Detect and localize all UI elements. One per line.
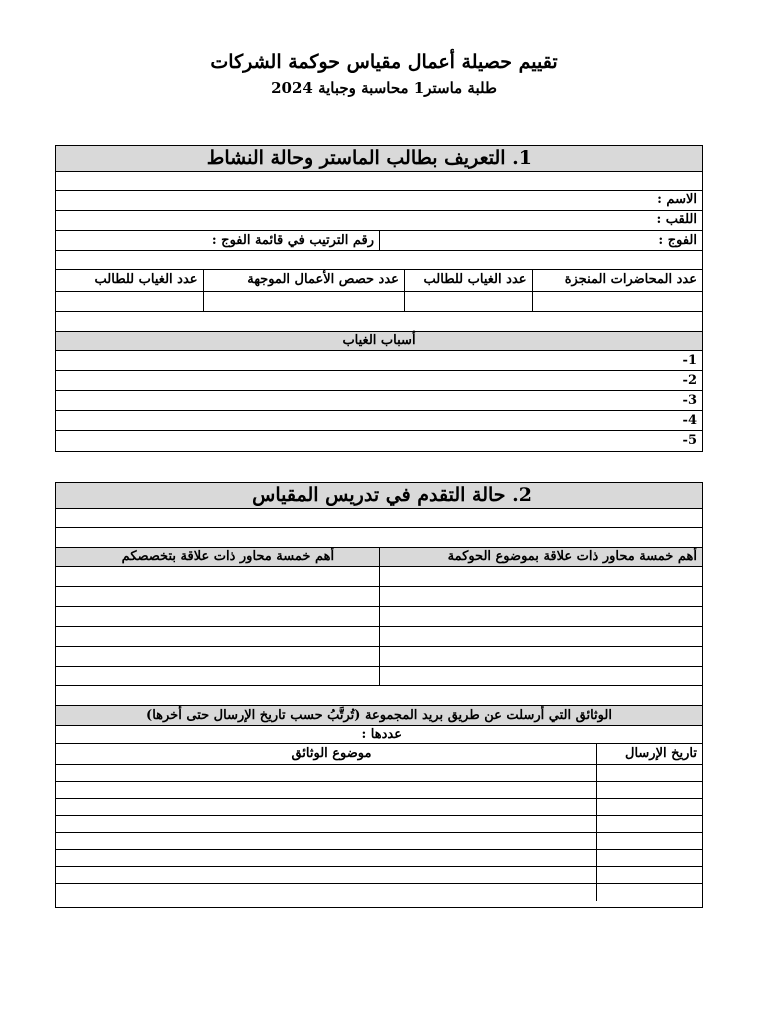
blank-row	[56, 509, 702, 528]
document-row	[56, 782, 702, 799]
blank-row	[56, 172, 702, 191]
axes-row	[56, 647, 702, 667]
axes-header-row	[56, 548, 702, 567]
section-1-title: 1. التعريف بطالب الماستر وحالة النشاط	[206, 147, 532, 169]
specialty-axis-cell[interactable]	[56, 587, 379, 606]
lecture-absences-header: عدد الغياب للطالب	[404, 270, 532, 291]
document-subject-cell[interactable]	[56, 782, 596, 798]
lecture-absences-value[interactable]	[404, 292, 532, 311]
blank-row	[56, 312, 702, 332]
governance-axis-cell[interactable]	[379, 667, 702, 685]
send-date-cell[interactable]	[596, 782, 702, 798]
section-2-title: 2. حالة التقدم في تدريس المقياس	[252, 484, 532, 506]
stats-header-row	[56, 270, 702, 292]
axes-row	[56, 587, 702, 607]
specialty-axis-cell[interactable]	[56, 607, 379, 626]
group-row	[56, 231, 702, 251]
tutorials-count-value[interactable]	[203, 292, 404, 311]
specialty-axis-cell[interactable]	[56, 667, 379, 685]
document-subject-cell[interactable]	[56, 816, 596, 832]
absence-reason-number: 1-	[682, 353, 697, 368]
lectures-done-header: عدد المحاضرات المنجزة	[532, 270, 702, 291]
document-subject-cell[interactable]	[56, 850, 596, 866]
send-date-cell[interactable]	[596, 850, 702, 866]
axes-row	[56, 627, 702, 647]
group-field[interactable]	[379, 231, 702, 250]
governance-axis-cell[interactable]	[379, 647, 702, 666]
absence-reason-number: 2-	[682, 373, 697, 388]
document-subject-cell[interactable]	[56, 867, 596, 883]
documents-header-row	[56, 706, 702, 726]
absence-reason-row[interactable]	[56, 371, 702, 391]
surname-label: اللقب :	[656, 212, 697, 227]
absence-reason-row[interactable]	[56, 391, 702, 411]
tutorial-absences-value[interactable]	[56, 292, 203, 311]
blank-row	[56, 528, 702, 548]
axes-row	[56, 567, 702, 587]
send-date-header: تاريخ الإرسال	[596, 744, 702, 764]
send-date-cell[interactable]	[596, 867, 702, 883]
tutorials-count-header: عدد حصص الأعمال الموجهة	[203, 270, 404, 291]
governance-axes-header: أهم خمسة محاور ذات علاقة بموضوع الحوكمة	[379, 548, 702, 566]
absence-reason-row[interactable]	[56, 351, 702, 371]
governance-axis-cell[interactable]	[379, 587, 702, 606]
documents-count-label: عددها :	[361, 727, 402, 742]
section-2-header	[56, 483, 702, 509]
document-row	[56, 765, 702, 782]
blank-row	[56, 251, 702, 270]
name-label: الاسم :	[657, 192, 697, 207]
absence-reason-number: 4-	[682, 413, 697, 428]
document-row	[56, 833, 702, 850]
documents-title: الوثائق التي أرسلت عن طريق بريد المجموعة (تُرتَّبُ حسب تاريخ الإرسال حتى أخرها)	[146, 708, 612, 723]
governance-axis-cell[interactable]	[379, 627, 702, 646]
blank-row	[56, 686, 702, 706]
specialty-axes-header: أهم خمسة محاور ذات علاقة بتخصصكم	[121, 549, 335, 564]
send-date-cell[interactable]	[596, 884, 702, 901]
document-subject-header: موضوع الوثائق	[291, 746, 372, 761]
surname-row[interactable]	[56, 211, 702, 231]
document-subject-cell[interactable]	[56, 765, 596, 781]
axes-row	[56, 607, 702, 627]
specialty-axis-cell[interactable]	[56, 647, 379, 666]
page-subtitle: طلبة ماستر1 محاسبة وجباية 2024	[271, 79, 497, 97]
send-date-cell[interactable]	[596, 816, 702, 832]
send-date-cell[interactable]	[596, 833, 702, 849]
section-identification	[55, 145, 703, 452]
absence-reason-number: 3-	[682, 393, 697, 408]
document-row	[56, 799, 702, 816]
rank-field[interactable]	[56, 231, 379, 250]
absence-reasons-header	[56, 332, 702, 351]
section-1-header	[56, 146, 702, 172]
specialty-axis-cell[interactable]	[56, 627, 379, 646]
absence-reason-row[interactable]	[56, 411, 702, 431]
document-subject-cell[interactable]	[56, 884, 596, 901]
absence-reasons-title: أسباب الغياب	[342, 333, 416, 348]
group-label: الفوج :	[658, 233, 697, 248]
page-title: تقييم حصيلة أعمال مقياس حوكمة الشركات	[210, 51, 558, 73]
tutorial-absences-header: عدد الغياب للطالب	[94, 272, 198, 287]
specialty-axis-cell[interactable]	[56, 567, 379, 586]
document-row	[56, 850, 702, 867]
send-date-cell[interactable]	[596, 765, 702, 781]
document-row	[56, 816, 702, 833]
stats-value-row	[56, 292, 702, 312]
rank-label: رقم الترتيب في قائمة الفوج :	[211, 233, 374, 248]
lectures-done-value[interactable]	[532, 292, 702, 311]
document-subject-cell[interactable]	[56, 799, 596, 815]
send-date-cell[interactable]	[596, 799, 702, 815]
governance-axis-cell[interactable]	[379, 607, 702, 626]
documents-count-row[interactable]	[56, 726, 702, 744]
documents-table-header	[56, 744, 702, 765]
document-row	[56, 884, 702, 901]
absence-reason-row[interactable]	[56, 431, 702, 451]
absence-reason-number: 5-	[682, 433, 697, 448]
name-row[interactable]	[56, 191, 702, 211]
section-progress	[55, 482, 703, 908]
document-row	[56, 867, 702, 884]
governance-axis-cell[interactable]	[379, 567, 702, 586]
document-subject-cell[interactable]	[56, 833, 596, 849]
axes-row	[56, 667, 702, 686]
